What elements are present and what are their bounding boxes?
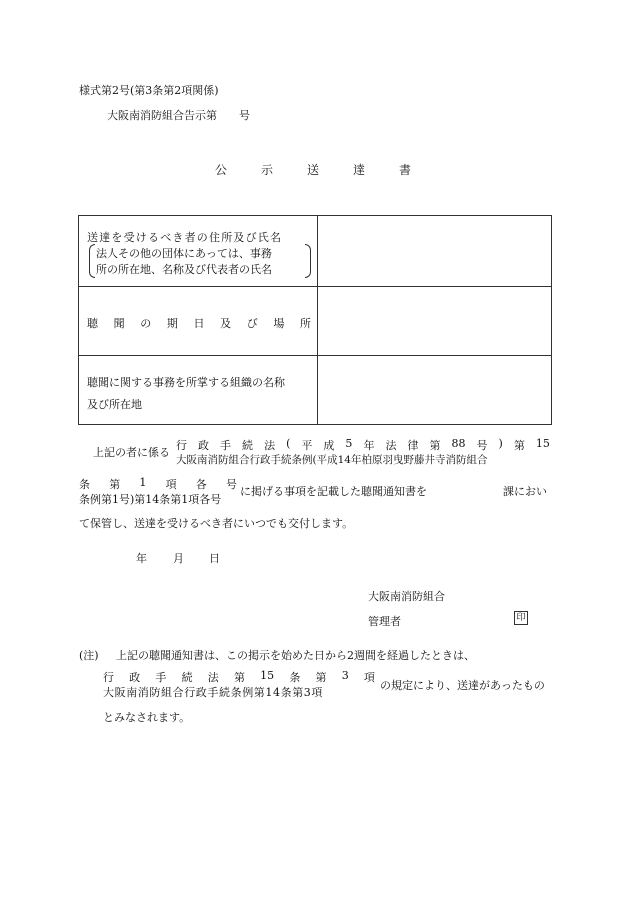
seal-stamp: 印 xyxy=(514,611,528,625)
law-token: 項 xyxy=(363,671,375,684)
note-law-a xyxy=(103,669,375,685)
row-organization-label: 聴聞に関する事務を所掌する組織の名称 xyxy=(87,376,285,389)
law-token: 第 xyxy=(233,671,245,684)
law-token: 年 xyxy=(363,439,375,452)
note-last-line: とみなされます。 xyxy=(103,711,191,724)
date-day: 日 xyxy=(209,552,220,565)
label-char: 聴 xyxy=(87,317,98,330)
law-token: 3 xyxy=(341,669,349,682)
law-token: 行 xyxy=(103,671,114,684)
law-token: 法 xyxy=(385,439,397,452)
date-month: 月 xyxy=(173,552,184,565)
law-token: 法 xyxy=(207,671,219,684)
law-token: 手 xyxy=(220,439,232,452)
close-paren xyxy=(305,244,311,278)
table-row-line xyxy=(79,355,551,356)
signature-org: 大阪南消防組合 xyxy=(368,590,445,603)
table-divider xyxy=(317,216,318,424)
law-token: 政 xyxy=(198,439,210,452)
law-token: 項 xyxy=(165,478,177,491)
label-char: 場 xyxy=(273,317,285,330)
law-token: 条 xyxy=(289,671,301,684)
law-token: 成 xyxy=(323,439,335,452)
law-token: 行 xyxy=(176,439,187,452)
title-char: 示 xyxy=(260,163,273,177)
row-addressee-note-2: 所の所在地、名称及び代表者の氏名 xyxy=(96,263,272,276)
law-token: 号 xyxy=(476,439,488,452)
title-char: 送 xyxy=(306,163,319,177)
law-token: 各 xyxy=(195,478,207,491)
signature-manager: 管理者 xyxy=(368,615,401,628)
body-mid: に掲げる事項を記載した聴聞通知書を xyxy=(240,485,427,498)
row-addressee-note-1: 法人その他の団体にあっては、事務 xyxy=(96,247,272,260)
law-token: 第 xyxy=(429,439,441,452)
title-char: 書 xyxy=(398,163,411,177)
law-token: 88 xyxy=(451,437,466,450)
label-char: 及 xyxy=(220,317,232,330)
law-token: 15 xyxy=(260,669,275,682)
law-token: 第 xyxy=(109,478,121,491)
law-token: 法 xyxy=(264,439,276,452)
law-token: 号 xyxy=(225,478,237,491)
open-paren xyxy=(89,244,95,278)
body-dept-suffix: 課におい xyxy=(503,485,547,498)
note-law-b: 大阪南消防組合行政手続条例第14条第3項 xyxy=(103,686,323,699)
title-char: 公 xyxy=(215,163,228,177)
row-hearing-date-place xyxy=(87,315,311,331)
label-char: び xyxy=(246,317,258,330)
law-token: 1 xyxy=(139,476,147,489)
law-citation-a xyxy=(176,437,550,453)
title-char: 達 xyxy=(352,163,365,177)
date-year: 年 xyxy=(136,552,147,565)
label-char: 日 xyxy=(193,317,205,330)
label-char: 聞 xyxy=(113,317,125,330)
law-token: 第 xyxy=(513,439,525,452)
law-token: 続 xyxy=(242,439,254,452)
law-token: 政 xyxy=(129,671,141,684)
note-line1: 上記の聴聞通知書は、この掲示を始めた日から2週間を経過したときは、 xyxy=(116,649,475,662)
label-char: 期 xyxy=(166,317,178,330)
notice-number: 大阪南消防組合告示第 号 xyxy=(107,109,250,122)
body-lead: 上記の者に係る xyxy=(93,446,170,459)
law-citation-c xyxy=(79,476,237,492)
law-citation-d: 条例第1号)第14条第1項各号 xyxy=(79,493,222,506)
document-title xyxy=(215,161,411,178)
law-token: ) xyxy=(498,437,503,450)
body-last-line: て保管し、送達を受けるべき者にいつでも交付します。 xyxy=(79,517,354,530)
law-token: 手 xyxy=(155,671,167,684)
label-char: 所 xyxy=(300,317,311,330)
table-row-line xyxy=(79,286,551,287)
law-token: 平 xyxy=(301,439,313,452)
law-token: 15 xyxy=(535,437,550,450)
form-label: 様式第2号(第3条第2項関係) xyxy=(79,84,219,97)
law-token: 律 xyxy=(407,439,419,452)
row-addressee-label: 送達を受けるべき者の住所及び氏名 xyxy=(87,231,283,244)
law-token: 続 xyxy=(181,671,193,684)
law-token: ( xyxy=(286,437,291,450)
law-citation-b: 大阪南消防組合行政手続条例(平成14年柏原羽曳野藤井寺消防組合 xyxy=(176,454,488,466)
label-char: の xyxy=(140,317,152,330)
law-token: 条 xyxy=(79,478,90,491)
law-token: 第 xyxy=(315,671,327,684)
law-token: 5 xyxy=(345,437,353,450)
notice-table xyxy=(78,215,552,425)
note-suffix: の規定により、送達があったもの xyxy=(380,679,545,692)
note-prefix: (注) xyxy=(79,649,99,662)
row-organization-label-2: 及び所在地 xyxy=(87,398,142,411)
